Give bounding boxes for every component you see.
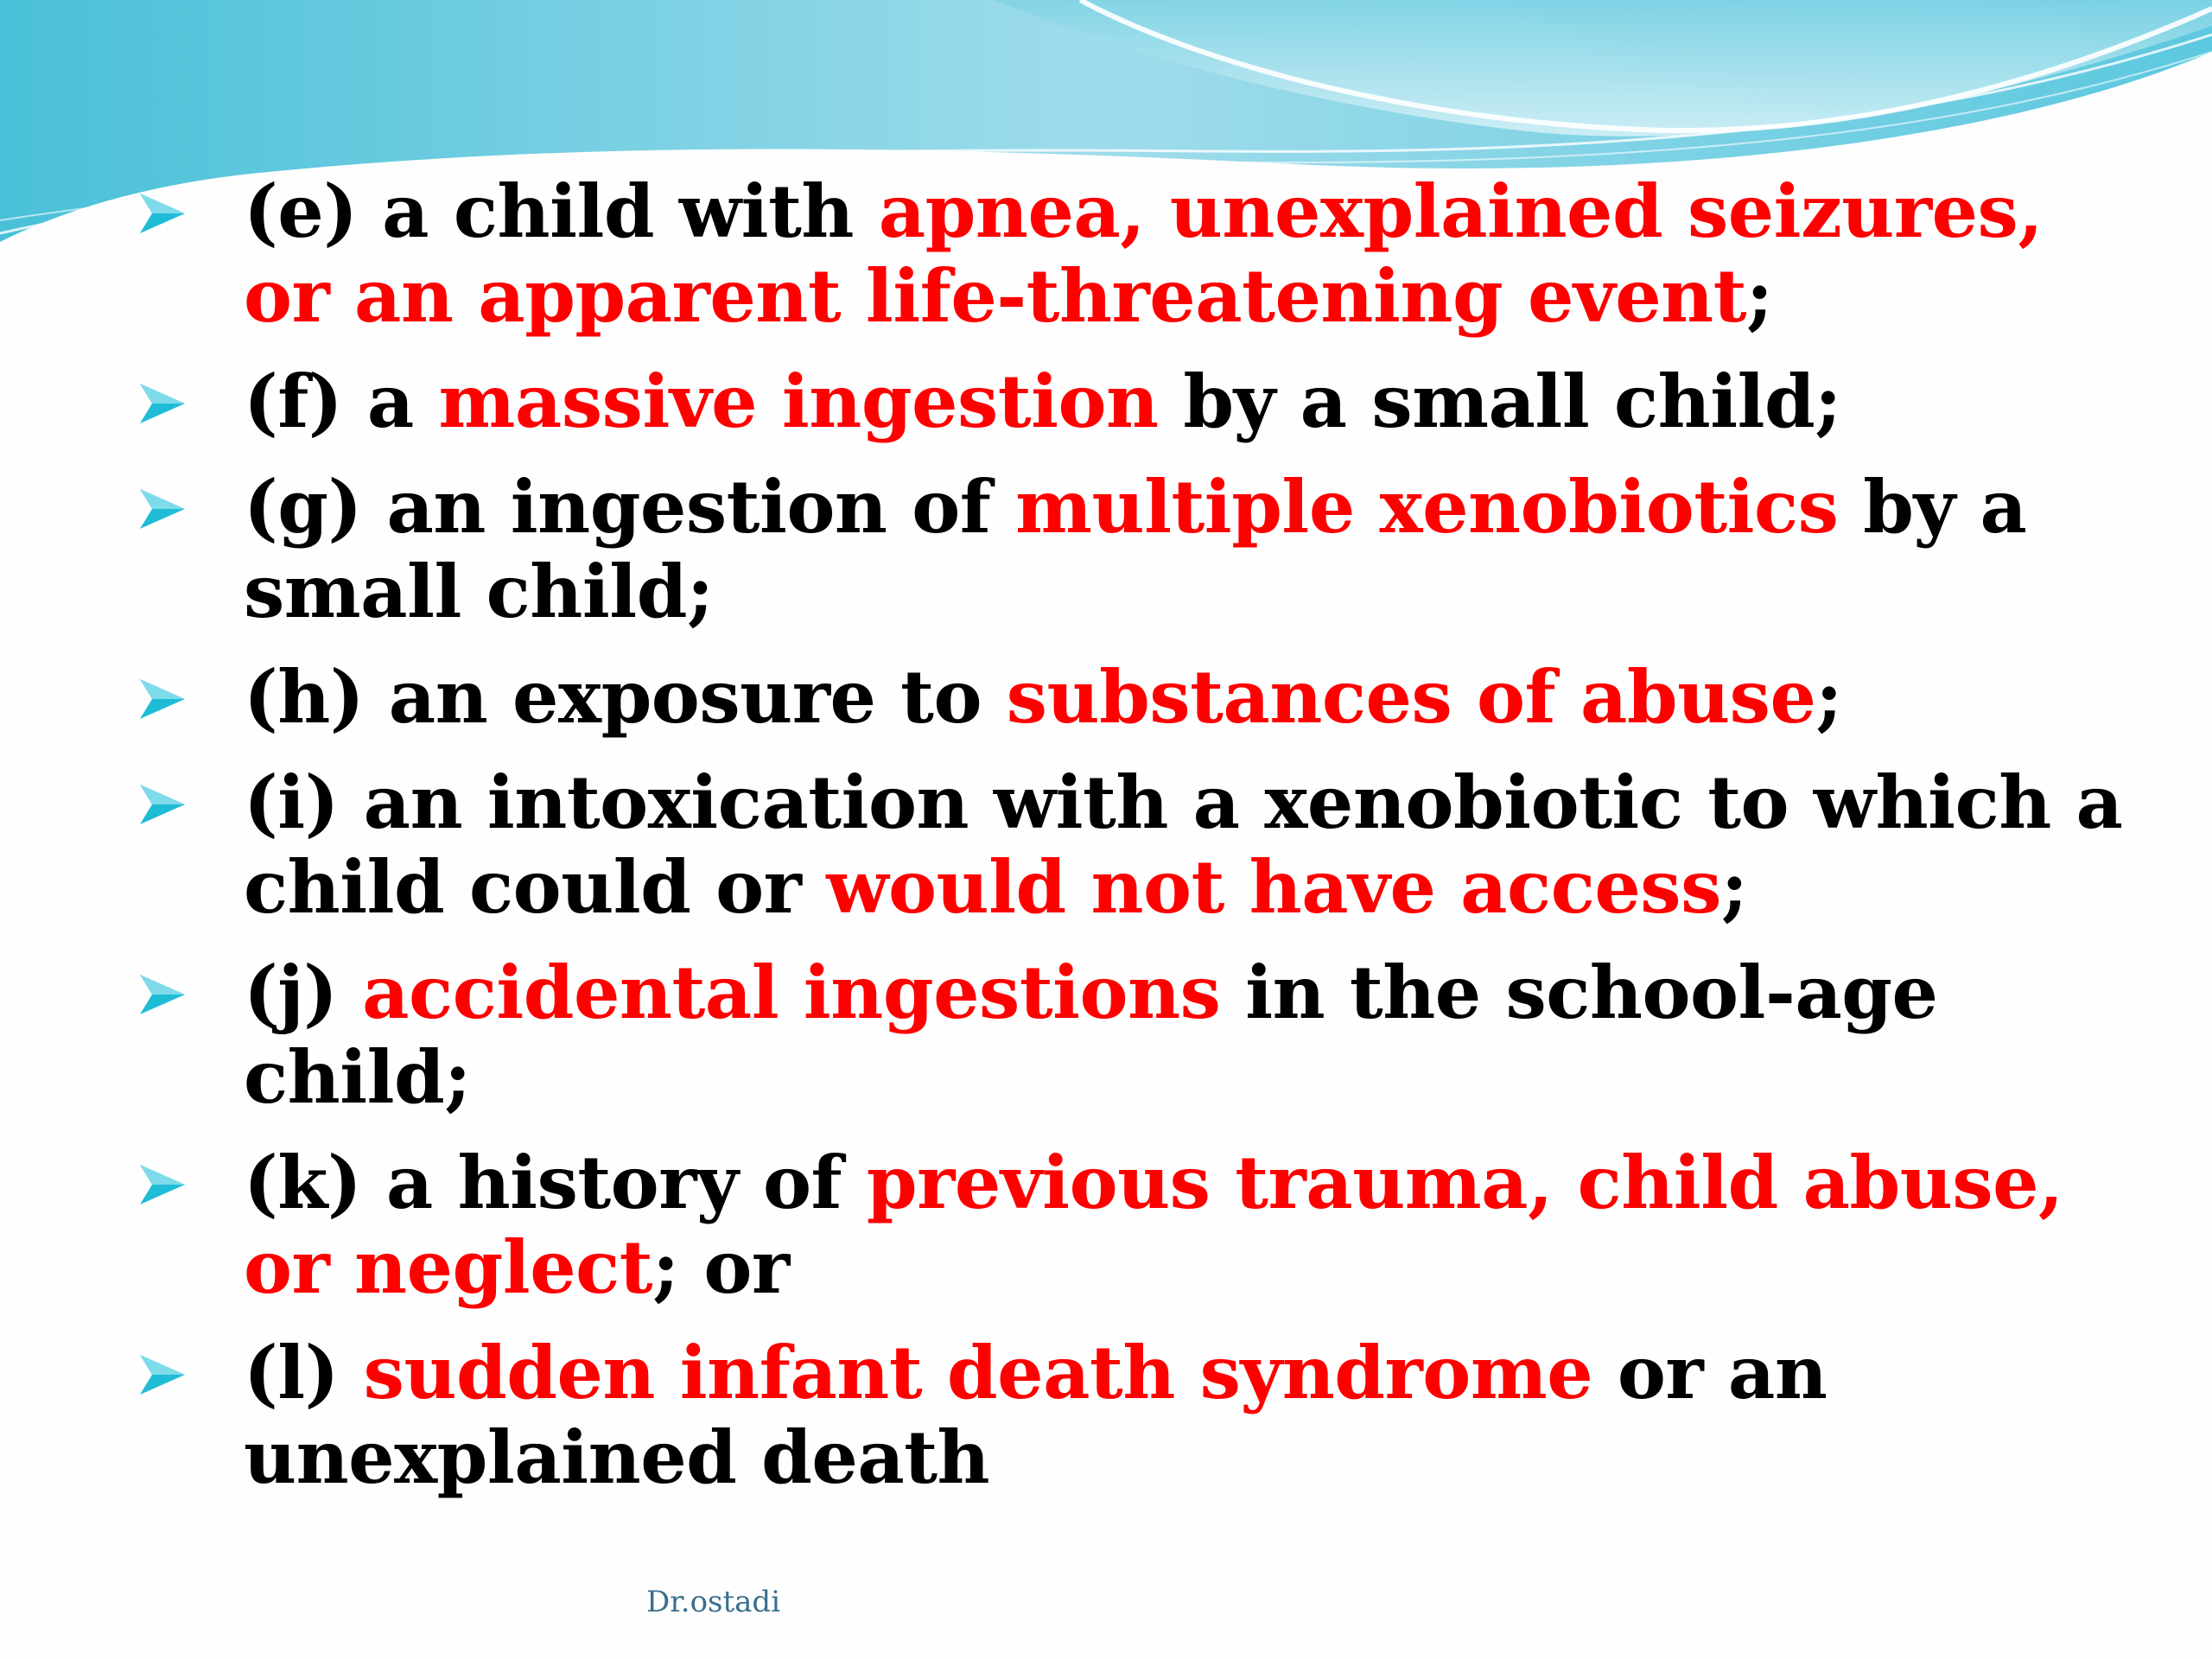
item-highlight: would not have access <box>826 844 1721 930</box>
arrowhead-bullet-icon <box>138 1353 187 1396</box>
arrowhead-bullet-icon <box>138 973 187 1016</box>
list-item <box>0 1141 2212 1310</box>
arrowhead-bullet-icon <box>138 192 187 235</box>
item-text: (i) an intoxication with a xenobiotic to which a child could or <box>244 760 2123 930</box>
bullet-list <box>0 169 2212 1521</box>
item-highlight: previous trauma, child abuse, or neglect <box>244 1140 2063 1310</box>
item-highlight: multiple xenobiotics <box>1015 464 1839 550</box>
item-text: ; or <box>652 1224 790 1310</box>
list-item <box>0 950 2212 1120</box>
item-text: ; <box>1720 844 1748 930</box>
item-highlight: substances of abuse <box>1006 654 1816 740</box>
arrowhead-bullet-icon <box>138 783 187 826</box>
item-text: (e) a child with <box>244 168 879 254</box>
item-text: (h) an exposure to <box>244 654 1007 740</box>
item-highlight: sudden infant death syndrome <box>363 1330 1593 1415</box>
item-text: or an unexplained death <box>244 1330 1827 1500</box>
list-item <box>0 760 2212 930</box>
list-item <box>0 655 2212 740</box>
item-text: (g) an ingestion of <box>244 464 1016 550</box>
arrowhead-bullet-icon <box>138 487 187 531</box>
item-text: in the school-age child; <box>244 950 1938 1120</box>
item-text: (j) <box>244 950 363 1035</box>
list-item <box>0 359 2212 444</box>
footer-author: Dr.ostadi <box>646 1585 781 1619</box>
item-highlight: massive ingestion <box>438 359 1159 444</box>
item-text: by a small child; <box>1158 359 1841 444</box>
list-item <box>0 465 2212 634</box>
item-text: (k) a history of <box>244 1140 867 1225</box>
item-text: by a small child; <box>244 464 2027 634</box>
item-highlight: accidental ingestions <box>362 950 1221 1035</box>
arrowhead-bullet-icon <box>138 382 187 425</box>
arrowhead-bullet-icon <box>138 1163 187 1206</box>
arrowhead-bullet-icon <box>138 677 187 721</box>
item-highlight: apnea, unexplained seizures, or an apparent life-threatening event <box>244 168 2044 339</box>
list-item <box>0 1331 2212 1500</box>
item-text: (l) <box>244 1330 364 1415</box>
item-text: (f) a <box>244 359 439 444</box>
list-item <box>0 169 2212 339</box>
item-text: ; <box>1815 654 1842 740</box>
item-text: ; <box>1746 253 1773 339</box>
